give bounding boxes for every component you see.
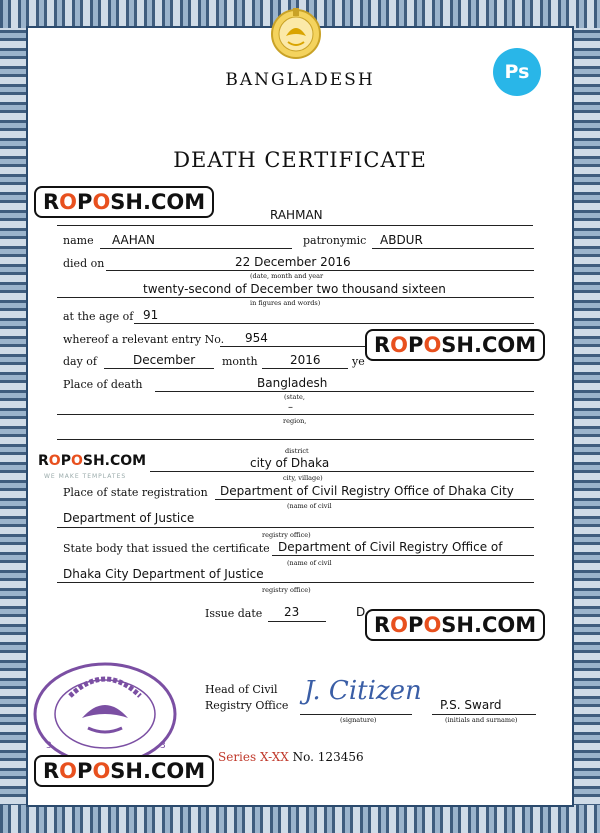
place-line	[155, 391, 534, 392]
document-title: DEATH CERTIFICATE	[173, 148, 427, 172]
death-date-line	[106, 270, 534, 271]
day-label: day of	[63, 355, 98, 368]
series-number-value: 123456	[317, 750, 364, 764]
name-line	[100, 248, 292, 249]
died-on-label: died on	[63, 257, 105, 270]
entry-number: 954	[245, 331, 268, 345]
issue-date-label: Issue date	[205, 607, 263, 620]
issuer-label: State body that issued the certificate	[63, 542, 270, 555]
seal-number-right: 3	[160, 741, 166, 751]
name-value: AAHAN	[112, 233, 155, 247]
place-of-death-value: Bangladesh	[257, 376, 328, 390]
signature-line	[300, 714, 412, 715]
watermark-bottom-left: ROPOSH.COM	[34, 755, 214, 787]
registration-caption1: (name of civil	[287, 502, 332, 510]
issue-month: D	[356, 605, 366, 619]
day-value: December	[133, 353, 196, 367]
series-label: Series X-XX	[218, 750, 289, 764]
surname-value: RAHMAN	[270, 208, 323, 222]
head-label-2: Registry Office	[205, 699, 289, 712]
issuer-caption2: registry office)	[262, 586, 311, 594]
state-line	[57, 414, 534, 415]
official-name-caption: (initials and surname)	[445, 716, 518, 724]
region-line	[57, 439, 534, 440]
place-of-death-label: Place of death	[63, 378, 143, 391]
month-value: 2016	[290, 353, 321, 367]
words-caption: in figures and words)	[250, 299, 321, 307]
month-line	[262, 368, 348, 369]
registration-line	[215, 499, 534, 500]
photoshop-badge-icon: Ps	[493, 48, 541, 96]
watermark-mid-right: ROPOSH.COM	[365, 329, 545, 361]
issuer-line	[272, 555, 534, 556]
date-words-line	[57, 297, 534, 298]
city-line	[150, 471, 534, 472]
head-label-1: Head of Civil	[205, 683, 278, 696]
patronymic-value: ABDUR	[380, 233, 423, 247]
patronymic-label: patronymic	[303, 234, 367, 247]
watermark-lower-right: ROPOSH.COM	[365, 609, 545, 641]
issuer-line1: Department of Civil Registry Office of	[278, 540, 503, 554]
issuer-line2: Dhaka City Department of Justice	[63, 567, 264, 581]
registration-line2-rule	[57, 527, 534, 528]
seal-stamp-icon	[30, 656, 180, 766]
issuer-line2-rule	[57, 582, 534, 583]
registration-caption2: registry office)	[262, 531, 311, 539]
state-value: –	[288, 402, 293, 413]
series-number	[218, 750, 364, 764]
age-value: 91	[143, 308, 159, 322]
registration-label: Place of state registration	[63, 486, 208, 499]
issue-day: 23	[284, 605, 300, 619]
signature-caption: (signature)	[340, 716, 377, 724]
country-name: BANGLADESH	[225, 70, 375, 90]
state-caption: (state,	[284, 393, 305, 401]
issuer-caption1: (name of civil	[287, 559, 332, 567]
age-label: at the age of	[63, 310, 134, 323]
year-label: ye	[352, 355, 365, 368]
entry-label: whereof a relevant entry No.	[63, 333, 225, 346]
region-caption: region,	[283, 417, 307, 425]
name-label: name	[63, 234, 94, 247]
month-label: month	[222, 355, 258, 368]
watermark-tagline: WE MAKE TEMPLATES	[44, 473, 127, 480]
seal-number-left: 3	[46, 741, 52, 751]
registration-line1: Department of Civil Registry Office of Dhaka City	[220, 484, 514, 498]
surname-line	[57, 225, 533, 226]
city-caption: city, village)	[283, 474, 323, 482]
watermark-top-left: ROPOSH.COM	[34, 186, 214, 218]
death-date-value: 22 December 2016	[235, 255, 351, 269]
official-name-line	[432, 714, 536, 715]
registration-line2: Department of Justice	[63, 511, 195, 525]
date-caption: (date, month and year	[250, 272, 324, 280]
watermark-small-left: ROPOSH.COM	[34, 452, 150, 470]
signature-mark: J. Citizen	[304, 676, 422, 706]
official-name: P.S. Sward	[440, 698, 502, 712]
day-line	[104, 368, 214, 369]
issue-day-line	[268, 621, 326, 622]
death-date-words: twenty-second of December two thousand sixteen	[143, 282, 446, 296]
district-caption: district	[285, 447, 309, 455]
series-no-label: No.	[292, 750, 314, 764]
patronymic-line	[372, 248, 534, 249]
emblem-icon	[268, 4, 324, 60]
city-value: city of Dhaka	[250, 456, 330, 470]
age-line	[134, 323, 534, 324]
